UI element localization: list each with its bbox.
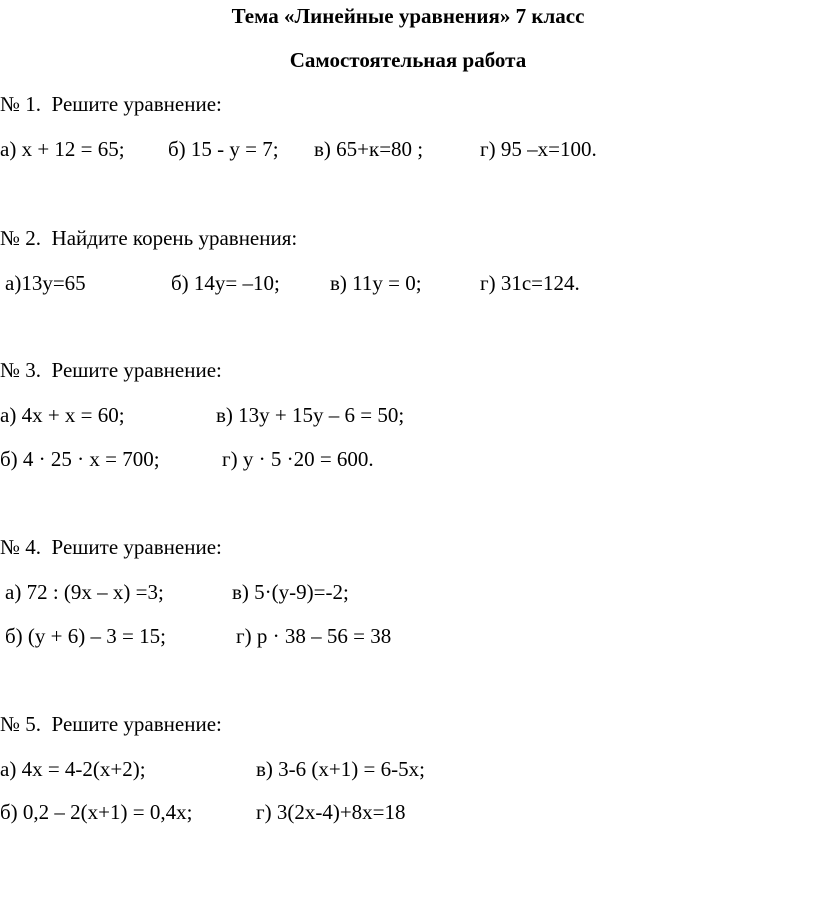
task-3-eq-d: г) у · 5 ·20 = 600. — [222, 447, 374, 471]
task-3-eq-a: а) 4х + х = 60; — [0, 403, 125, 427]
task-5-heading: № 5. Решите уравнение: — [0, 712, 222, 736]
task-2-heading: № 2. Найдите корень уравнения: — [0, 226, 298, 250]
task-1-eq-d: г) 95 –х=100. — [480, 137, 597, 161]
task-4-eq-b: б) (у + 6) – 3 = 15; — [5, 624, 166, 648]
task-1-eq-a: а) х + 12 = 65; — [0, 137, 125, 161]
task-1-heading: № 1. Решите уравнение: — [0, 92, 222, 116]
task-4-eq-a: а) 72 : (9х – х) =3; — [5, 580, 164, 604]
task-1-eq-c: в) 65+к=80 ; — [314, 137, 424, 161]
task-2-eq-c: в) 11у = 0; — [330, 271, 422, 295]
task-5-eq-a: а) 4х = 4-2(х+2); — [0, 757, 146, 781]
task-4-heading: № 4. Решите уравнение: — [0, 535, 222, 559]
page-subtitle: Самостоятельная работа — [289, 48, 527, 72]
task-5-eq-b: б) 0,2 – 2(х+1) = 0,4х; — [0, 800, 193, 824]
task-1-eq-b: б) 15 - у = 7; — [168, 137, 279, 161]
task-4-eq-d: г) р · 38 – 56 = 38 — [236, 624, 392, 648]
page-title: Тема «Линейные уравнения» 7 класс — [231, 4, 585, 28]
task-3-heading: № 3. Решите уравнение: — [0, 358, 222, 382]
task-3-eq-c: в) 13у + 15у – 6 = 50; — [216, 403, 405, 427]
task-2-eq-b: б) 14у= –10; — [171, 271, 280, 295]
task-2-eq-a: а)13у=65 — [5, 271, 86, 295]
task-5-row-2 — [0, 798, 816, 910]
task-5-eq-d: г) 3(2х-4)+8х=18 — [256, 800, 406, 824]
task-2-eq-d: г) 31с=124. — [480, 271, 580, 295]
task-4-eq-c: в) 5·(у-9)=-2; — [232, 580, 349, 604]
task-5-eq-c: в) 3-6 (х+1) = 6-5х; — [256, 757, 425, 781]
task-3-eq-b: б) 4 · 25 · х = 700; — [0, 447, 160, 471]
